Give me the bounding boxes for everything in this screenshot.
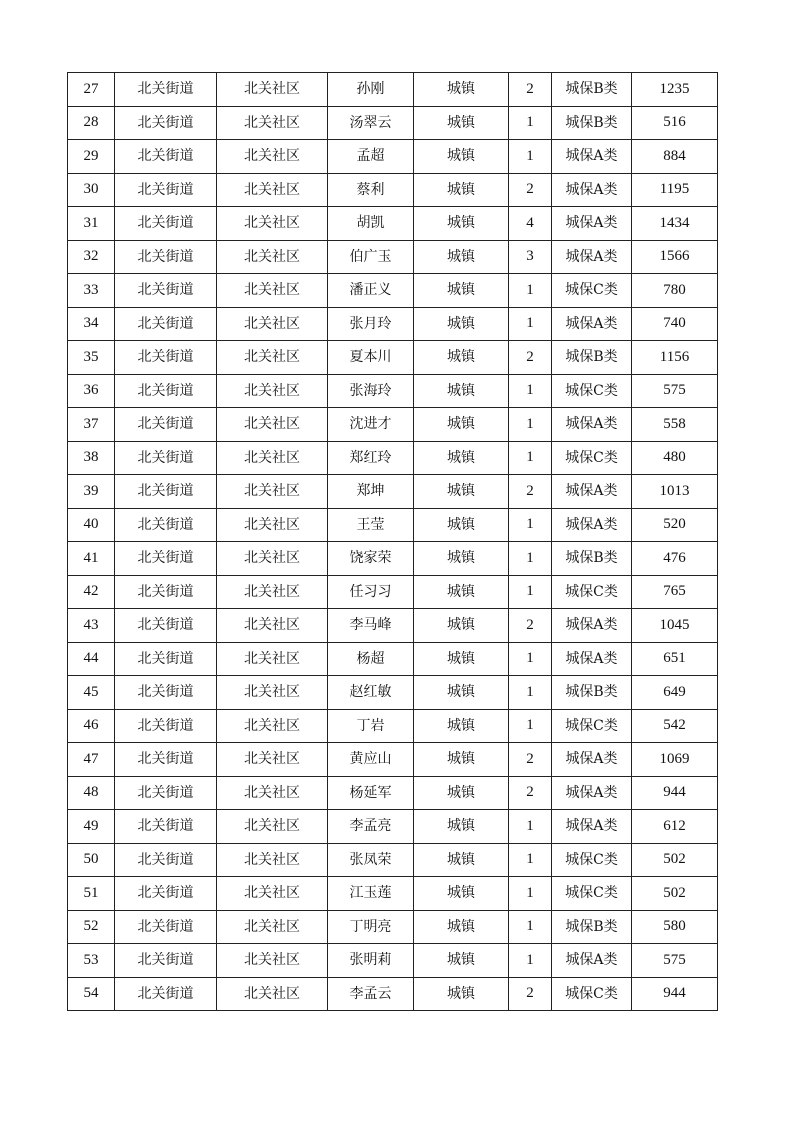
amount-cell: 520 bbox=[632, 508, 718, 542]
type-cell: 城镇 bbox=[414, 106, 509, 140]
community-cell: 北关社区 bbox=[217, 676, 328, 710]
row-index-cell: 48 bbox=[68, 776, 115, 810]
name-cell: 江玉莲 bbox=[328, 877, 414, 911]
type-cell: 城镇 bbox=[414, 441, 509, 475]
street-cell: 北关街道 bbox=[115, 910, 217, 944]
amount-cell: 649 bbox=[632, 676, 718, 710]
name-cell: 伯广玉 bbox=[328, 240, 414, 274]
type-cell: 城镇 bbox=[414, 810, 509, 844]
type-cell: 城镇 bbox=[414, 743, 509, 777]
street-cell: 北关街道 bbox=[115, 977, 217, 1011]
row-index-cell: 40 bbox=[68, 508, 115, 542]
community-cell: 北关社区 bbox=[217, 542, 328, 576]
amount-cell: 1566 bbox=[632, 240, 718, 274]
amount-cell: 580 bbox=[632, 910, 718, 944]
name-cell: 胡凯 bbox=[328, 207, 414, 241]
name-cell: 杨延军 bbox=[328, 776, 414, 810]
category-cell: 城保A类 bbox=[552, 173, 632, 207]
category-cell: 城保C类 bbox=[552, 575, 632, 609]
name-cell: 汤翠云 bbox=[328, 106, 414, 140]
community-cell: 北关社区 bbox=[217, 207, 328, 241]
row-index-cell: 29 bbox=[68, 140, 115, 174]
street-cell: 北关街道 bbox=[115, 73, 217, 107]
street-cell: 北关街道 bbox=[115, 307, 217, 341]
amount-cell: 1013 bbox=[632, 475, 718, 509]
street-cell: 北关街道 bbox=[115, 776, 217, 810]
row-index-cell: 54 bbox=[68, 977, 115, 1011]
amount-cell: 502 bbox=[632, 843, 718, 877]
table-row bbox=[68, 106, 718, 140]
category-cell: 城保B类 bbox=[552, 341, 632, 375]
name-cell: 饶家荣 bbox=[328, 542, 414, 576]
type-cell: 城镇 bbox=[414, 642, 509, 676]
type-cell: 城镇 bbox=[414, 776, 509, 810]
street-cell: 北关街道 bbox=[115, 944, 217, 978]
community-cell: 北关社区 bbox=[217, 508, 328, 542]
street-cell: 北关街道 bbox=[115, 106, 217, 140]
street-cell: 北关街道 bbox=[115, 140, 217, 174]
amount-cell: 1069 bbox=[632, 743, 718, 777]
street-cell: 北关街道 bbox=[115, 542, 217, 576]
table-row bbox=[68, 944, 718, 978]
amount-cell: 780 bbox=[632, 274, 718, 308]
street-cell: 北关街道 bbox=[115, 743, 217, 777]
row-index-cell: 34 bbox=[68, 307, 115, 341]
count-cell: 1 bbox=[509, 106, 552, 140]
community-cell: 北关社区 bbox=[217, 776, 328, 810]
row-index-cell: 35 bbox=[68, 341, 115, 375]
community-cell: 北关社区 bbox=[217, 307, 328, 341]
type-cell: 城镇 bbox=[414, 475, 509, 509]
category-cell: 城保A类 bbox=[552, 408, 632, 442]
category-cell: 城保C类 bbox=[552, 274, 632, 308]
type-cell: 城镇 bbox=[414, 173, 509, 207]
category-cell: 城保A类 bbox=[552, 642, 632, 676]
count-cell: 2 bbox=[509, 977, 552, 1011]
row-index-cell: 39 bbox=[68, 475, 115, 509]
name-cell: 张明莉 bbox=[328, 944, 414, 978]
amount-cell: 516 bbox=[632, 106, 718, 140]
name-cell: 沈进才 bbox=[328, 408, 414, 442]
street-cell: 北关街道 bbox=[115, 207, 217, 241]
street-cell: 北关街道 bbox=[115, 843, 217, 877]
row-index-cell: 30 bbox=[68, 173, 115, 207]
category-cell: 城保A类 bbox=[552, 810, 632, 844]
table-row bbox=[68, 676, 718, 710]
type-cell: 城镇 bbox=[414, 877, 509, 911]
row-index-cell: 46 bbox=[68, 709, 115, 743]
community-cell: 北关社区 bbox=[217, 977, 328, 1011]
table-row bbox=[68, 207, 718, 241]
community-cell: 北关社区 bbox=[217, 374, 328, 408]
amount-cell: 558 bbox=[632, 408, 718, 442]
street-cell: 北关街道 bbox=[115, 374, 217, 408]
table-body bbox=[68, 73, 718, 1011]
type-cell: 城镇 bbox=[414, 240, 509, 274]
name-cell: 杨超 bbox=[328, 642, 414, 676]
table-row bbox=[68, 441, 718, 475]
row-index-cell: 27 bbox=[68, 73, 115, 107]
name-cell: 李马峰 bbox=[328, 609, 414, 643]
table-row bbox=[68, 508, 718, 542]
community-cell: 北关社区 bbox=[217, 743, 328, 777]
row-index-cell: 44 bbox=[68, 642, 115, 676]
row-index-cell: 47 bbox=[68, 743, 115, 777]
name-cell: 丁岩 bbox=[328, 709, 414, 743]
amount-cell: 1235 bbox=[632, 73, 718, 107]
amount-cell: 765 bbox=[632, 575, 718, 609]
category-cell: 城保C类 bbox=[552, 877, 632, 911]
table-row bbox=[68, 642, 718, 676]
row-index-cell: 28 bbox=[68, 106, 115, 140]
category-cell: 城保A类 bbox=[552, 475, 632, 509]
table-row bbox=[68, 575, 718, 609]
name-cell: 张海玲 bbox=[328, 374, 414, 408]
count-cell: 1 bbox=[509, 508, 552, 542]
amount-cell: 502 bbox=[632, 877, 718, 911]
name-cell: 潘正义 bbox=[328, 274, 414, 308]
category-cell: 城保B类 bbox=[552, 106, 632, 140]
community-cell: 北关社区 bbox=[217, 441, 328, 475]
community-cell: 北关社区 bbox=[217, 274, 328, 308]
type-cell: 城镇 bbox=[414, 207, 509, 241]
amount-cell: 476 bbox=[632, 542, 718, 576]
name-cell: 郑红玲 bbox=[328, 441, 414, 475]
type-cell: 城镇 bbox=[414, 307, 509, 341]
row-index-cell: 36 bbox=[68, 374, 115, 408]
street-cell: 北关街道 bbox=[115, 441, 217, 475]
table-row bbox=[68, 274, 718, 308]
count-cell: 1 bbox=[509, 877, 552, 911]
category-cell: 城保C类 bbox=[552, 709, 632, 743]
name-cell: 蔡利 bbox=[328, 173, 414, 207]
amount-cell: 575 bbox=[632, 374, 718, 408]
name-cell: 丁明亮 bbox=[328, 910, 414, 944]
type-cell: 城镇 bbox=[414, 944, 509, 978]
name-cell: 李孟云 bbox=[328, 977, 414, 1011]
type-cell: 城镇 bbox=[414, 843, 509, 877]
street-cell: 北关街道 bbox=[115, 676, 217, 710]
row-index-cell: 51 bbox=[68, 877, 115, 911]
category-cell: 城保A类 bbox=[552, 207, 632, 241]
community-cell: 北关社区 bbox=[217, 910, 328, 944]
category-cell: 城保A类 bbox=[552, 508, 632, 542]
row-index-cell: 53 bbox=[68, 944, 115, 978]
table-row bbox=[68, 475, 718, 509]
street-cell: 北关街道 bbox=[115, 408, 217, 442]
amount-cell: 542 bbox=[632, 709, 718, 743]
table-row bbox=[68, 977, 718, 1011]
table-row bbox=[68, 743, 718, 777]
table-row bbox=[68, 307, 718, 341]
table-row bbox=[68, 140, 718, 174]
name-cell: 李孟亮 bbox=[328, 810, 414, 844]
count-cell: 1 bbox=[509, 374, 552, 408]
type-cell: 城镇 bbox=[414, 508, 509, 542]
row-index-cell: 43 bbox=[68, 609, 115, 643]
street-cell: 北关街道 bbox=[115, 877, 217, 911]
count-cell: 1 bbox=[509, 709, 552, 743]
name-cell: 张凤荣 bbox=[328, 843, 414, 877]
category-cell: 城保C类 bbox=[552, 374, 632, 408]
category-cell: 城保A类 bbox=[552, 944, 632, 978]
street-cell: 北关街道 bbox=[115, 341, 217, 375]
community-cell: 北关社区 bbox=[217, 843, 328, 877]
amount-cell: 1434 bbox=[632, 207, 718, 241]
row-index-cell: 52 bbox=[68, 910, 115, 944]
name-cell: 郑坤 bbox=[328, 475, 414, 509]
community-cell: 北关社区 bbox=[217, 810, 328, 844]
category-cell: 城保A类 bbox=[552, 307, 632, 341]
amount-cell: 884 bbox=[632, 140, 718, 174]
amount-cell: 1195 bbox=[632, 173, 718, 207]
count-cell: 4 bbox=[509, 207, 552, 241]
category-cell: 城保C类 bbox=[552, 441, 632, 475]
count-cell: 1 bbox=[509, 810, 552, 844]
community-cell: 北关社区 bbox=[217, 140, 328, 174]
name-cell: 孟超 bbox=[328, 140, 414, 174]
table-row bbox=[68, 910, 718, 944]
table-row bbox=[68, 843, 718, 877]
community-cell: 北关社区 bbox=[217, 877, 328, 911]
amount-cell: 1045 bbox=[632, 609, 718, 643]
type-cell: 城镇 bbox=[414, 408, 509, 442]
street-cell: 北关街道 bbox=[115, 508, 217, 542]
table-row bbox=[68, 173, 718, 207]
count-cell: 2 bbox=[509, 475, 552, 509]
name-cell: 王莹 bbox=[328, 508, 414, 542]
name-cell: 夏本川 bbox=[328, 341, 414, 375]
community-cell: 北关社区 bbox=[217, 240, 328, 274]
community-cell: 北关社区 bbox=[217, 408, 328, 442]
category-cell: 城保A类 bbox=[552, 609, 632, 643]
count-cell: 2 bbox=[509, 73, 552, 107]
type-cell: 城镇 bbox=[414, 542, 509, 576]
community-cell: 北关社区 bbox=[217, 475, 328, 509]
row-index-cell: 45 bbox=[68, 676, 115, 710]
amount-cell: 944 bbox=[632, 776, 718, 810]
count-cell: 1 bbox=[509, 274, 552, 308]
community-cell: 北关社区 bbox=[217, 944, 328, 978]
type-cell: 城镇 bbox=[414, 140, 509, 174]
table-row bbox=[68, 810, 718, 844]
street-cell: 北关街道 bbox=[115, 609, 217, 643]
row-index-cell: 49 bbox=[68, 810, 115, 844]
street-cell: 北关街道 bbox=[115, 173, 217, 207]
count-cell: 1 bbox=[509, 843, 552, 877]
amount-cell: 480 bbox=[632, 441, 718, 475]
type-cell: 城镇 bbox=[414, 910, 509, 944]
name-cell: 孙刚 bbox=[328, 73, 414, 107]
street-cell: 北关街道 bbox=[115, 642, 217, 676]
community-cell: 北关社区 bbox=[217, 609, 328, 643]
community-cell: 北关社区 bbox=[217, 73, 328, 107]
type-cell: 城镇 bbox=[414, 676, 509, 710]
row-index-cell: 31 bbox=[68, 207, 115, 241]
amount-cell: 740 bbox=[632, 307, 718, 341]
category-cell: 城保B类 bbox=[552, 910, 632, 944]
table-row bbox=[68, 709, 718, 743]
count-cell: 1 bbox=[509, 307, 552, 341]
count-cell: 1 bbox=[509, 575, 552, 609]
row-index-cell: 38 bbox=[68, 441, 115, 475]
count-cell: 2 bbox=[509, 743, 552, 777]
count-cell: 1 bbox=[509, 441, 552, 475]
category-cell: 城保A类 bbox=[552, 776, 632, 810]
type-cell: 城镇 bbox=[414, 709, 509, 743]
category-cell: 城保C类 bbox=[552, 977, 632, 1011]
community-cell: 北关社区 bbox=[217, 642, 328, 676]
table-row bbox=[68, 341, 718, 375]
table-row bbox=[68, 776, 718, 810]
count-cell: 1 bbox=[509, 642, 552, 676]
street-cell: 北关街道 bbox=[115, 575, 217, 609]
street-cell: 北关街道 bbox=[115, 475, 217, 509]
table-row bbox=[68, 73, 718, 107]
count-cell: 2 bbox=[509, 173, 552, 207]
type-cell: 城镇 bbox=[414, 73, 509, 107]
table-row bbox=[68, 542, 718, 576]
community-cell: 北关社区 bbox=[217, 173, 328, 207]
category-cell: 城保B类 bbox=[552, 73, 632, 107]
category-cell: 城保B类 bbox=[552, 542, 632, 576]
count-cell: 2 bbox=[509, 341, 552, 375]
category-cell: 城保C类 bbox=[552, 843, 632, 877]
row-index-cell: 41 bbox=[68, 542, 115, 576]
count-cell: 1 bbox=[509, 140, 552, 174]
count-cell: 1 bbox=[509, 542, 552, 576]
row-index-cell: 32 bbox=[68, 240, 115, 274]
table-row bbox=[68, 609, 718, 643]
amount-cell: 575 bbox=[632, 944, 718, 978]
type-cell: 城镇 bbox=[414, 274, 509, 308]
community-cell: 北关社区 bbox=[217, 575, 328, 609]
street-cell: 北关街道 bbox=[115, 274, 217, 308]
category-cell: 城保B类 bbox=[552, 676, 632, 710]
community-cell: 北关社区 bbox=[217, 341, 328, 375]
count-cell: 2 bbox=[509, 609, 552, 643]
data-table bbox=[67, 72, 718, 1011]
name-cell: 赵红敏 bbox=[328, 676, 414, 710]
type-cell: 城镇 bbox=[414, 374, 509, 408]
street-cell: 北关街道 bbox=[115, 810, 217, 844]
count-cell: 1 bbox=[509, 944, 552, 978]
name-cell: 张月玲 bbox=[328, 307, 414, 341]
row-index-cell: 50 bbox=[68, 843, 115, 877]
type-cell: 城镇 bbox=[414, 575, 509, 609]
amount-cell: 612 bbox=[632, 810, 718, 844]
name-cell: 黄应山 bbox=[328, 743, 414, 777]
count-cell: 1 bbox=[509, 676, 552, 710]
street-cell: 北关街道 bbox=[115, 709, 217, 743]
table-row bbox=[68, 877, 718, 911]
type-cell: 城镇 bbox=[414, 341, 509, 375]
count-cell: 3 bbox=[509, 240, 552, 274]
type-cell: 城镇 bbox=[414, 609, 509, 643]
count-cell: 2 bbox=[509, 776, 552, 810]
name-cell: 任习习 bbox=[328, 575, 414, 609]
street-cell: 北关街道 bbox=[115, 240, 217, 274]
count-cell: 1 bbox=[509, 408, 552, 442]
category-cell: 城保A类 bbox=[552, 240, 632, 274]
table-row bbox=[68, 408, 718, 442]
table-row bbox=[68, 374, 718, 408]
community-cell: 北关社区 bbox=[217, 709, 328, 743]
row-index-cell: 42 bbox=[68, 575, 115, 609]
category-cell: 城保A类 bbox=[552, 140, 632, 174]
table-row bbox=[68, 240, 718, 274]
document-page bbox=[67, 72, 717, 1011]
row-index-cell: 33 bbox=[68, 274, 115, 308]
row-index-cell: 37 bbox=[68, 408, 115, 442]
type-cell: 城镇 bbox=[414, 977, 509, 1011]
community-cell: 北关社区 bbox=[217, 106, 328, 140]
category-cell: 城保A类 bbox=[552, 743, 632, 777]
amount-cell: 944 bbox=[632, 977, 718, 1011]
amount-cell: 651 bbox=[632, 642, 718, 676]
count-cell: 1 bbox=[509, 910, 552, 944]
amount-cell: 1156 bbox=[632, 341, 718, 375]
